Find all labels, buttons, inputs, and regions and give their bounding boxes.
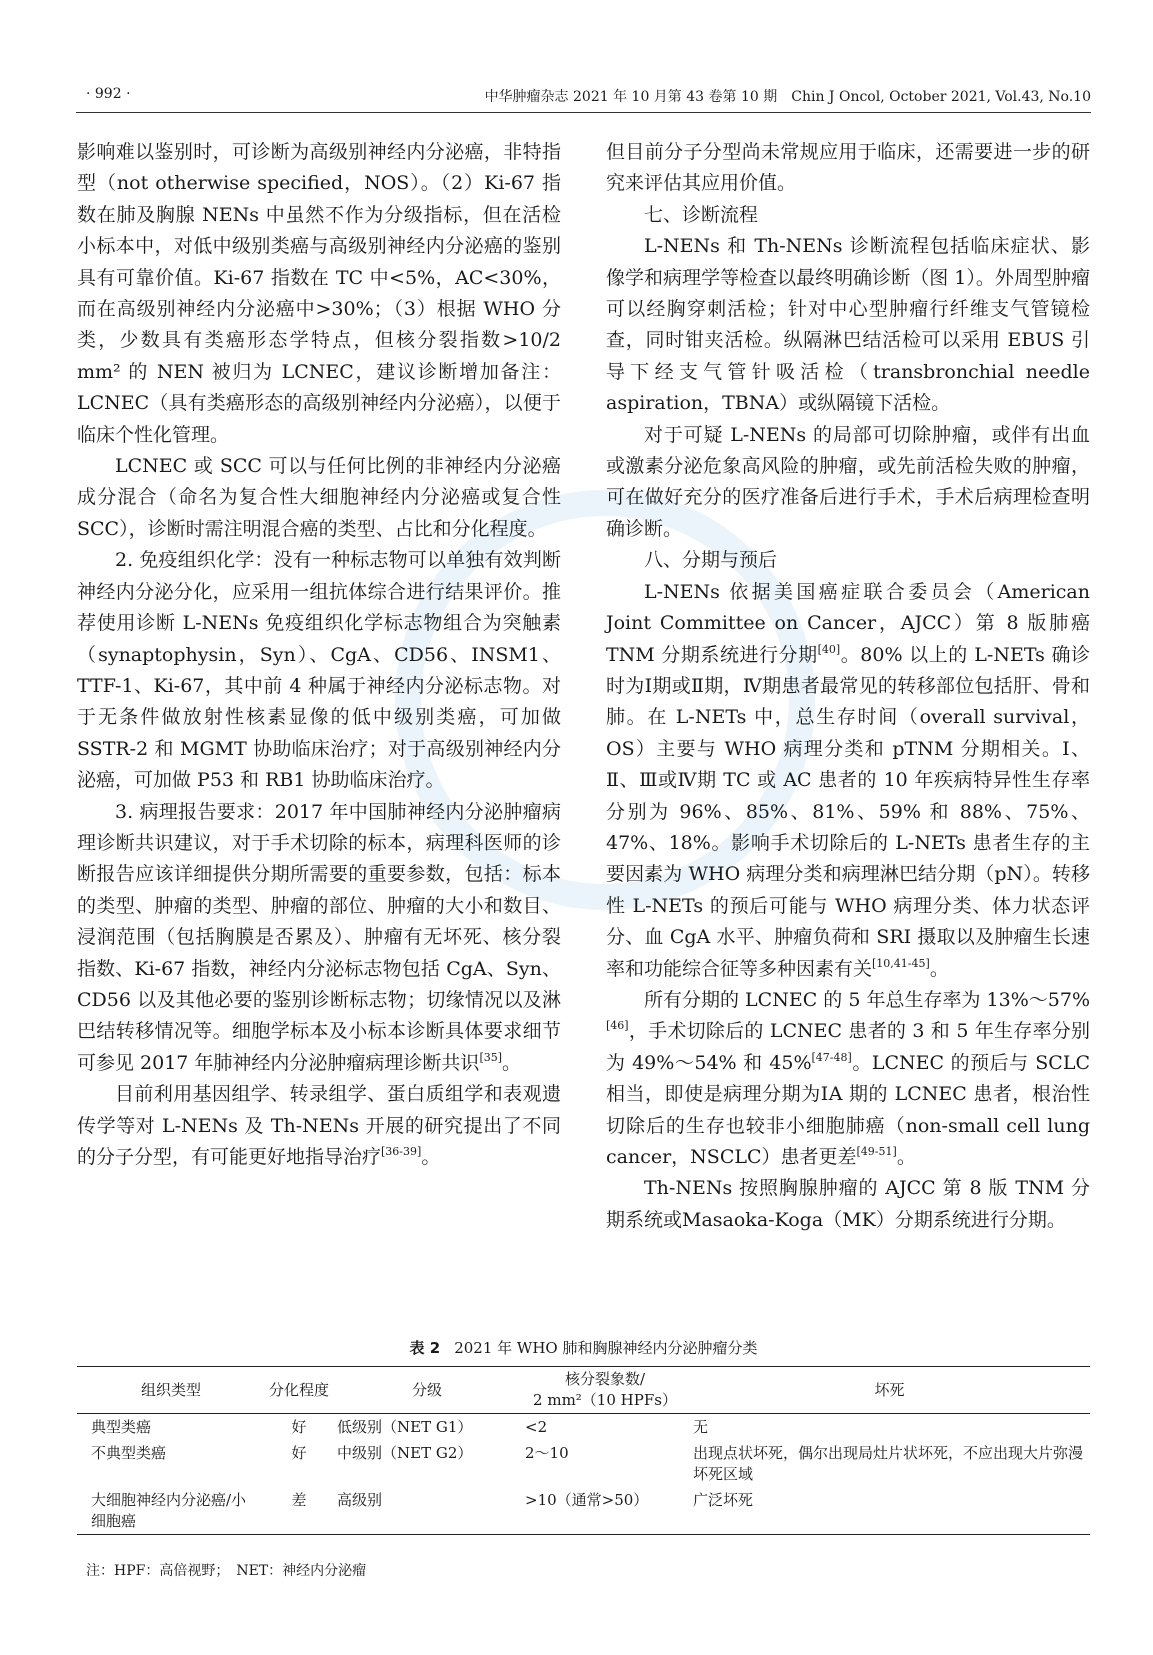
paragraph: 目前利用基因组学、转录组学、蛋白质组学和表观遗传学等对 L-NENs 及 Th-NENs 开展的研究提出了不同的分子分型，有可能更好地指导治疗[36-39]。 xyxy=(77,1083,561,1168)
table-caption xyxy=(77,1337,1090,1358)
journal-running-title: 中华肿瘤杂志 2021 年 10 月第 43 卷第 10 期 Chin J Oncol, October 2021, Vol.43, No.10 xyxy=(484,89,1091,105)
header-type: 组织类型 xyxy=(140,1380,201,1399)
paragraph: 2. 免疫组织化学：没有一种标志物可以单独有效判断神经内分泌分化，应采用一组抗体综合进行结果评价。推荐使用诊断 L-NENs 免疫组织化学标志物组合为突触素（synaptophysin，Syn）、CgA、CD56、INSM1、TTF-1、Ki-67，其中前 4 种属于神经内分泌标志物。对于无条件做放射性核素显像的低中级别类癌，可加做 SSTR-2 和 MGMT 协助临床治疗；对于高级别神经内分泌癌，可加做 P53 和 RB1 协助临床治疗。 xyxy=(77,549,561,792)
page-header xyxy=(76,86,1091,113)
header-diff: 分化程度 xyxy=(269,1380,330,1399)
paragraph: 对于可疑 L-NENs 的局部可切除肿瘤，或伴有出血或激素分泌危象高风险的肿瘤，或先前活检失败的肿瘤，可在做好充分的医疗准备后进行手术，手术后病理检查明确诊断。 xyxy=(606,423,1090,540)
citation: [35] xyxy=(479,1050,503,1064)
table-header-row xyxy=(77,1367,1090,1414)
citation: [36-39] xyxy=(381,1145,422,1158)
cell-grade: 中级别（NET G2） xyxy=(337,1444,473,1462)
paragraph: Th-NENs 按照胸腺肿瘤的 AJCC 第 8 版 TNM 分期系统或Masaoka-Koga（MK）分期系统进行分期。 xyxy=(606,1177,1090,1231)
cell-necrosis: 无 xyxy=(693,1418,709,1436)
citation: [46] xyxy=(606,1019,629,1033)
cell-diff: 差 xyxy=(291,1491,307,1509)
classification-table xyxy=(77,1366,1090,1535)
citation: [47-48] xyxy=(811,1050,852,1064)
paragraph: 3. 病理报告要求：2017 年中国肺神经内分泌肿瘤病理诊断共识建议，对于手术切除的标本，病理科医师的诊断报告应该详细提供分期所需要的重要参数，包括：标本的类型、肿瘤的类型、肿瘤的部位、肿瘤的大小和数目、浸润范围（包括胸膜是否累及）、肿瘤有无坏死、核分裂指数、Ki-67 指数，神经内分泌标志物包括 CgA、Syn、CD56 以及其他必要的鉴别诊断标志物；切缘情况以及淋巴结转移情况等。细胞学标本及小标本诊断具体要求细节可参见 2017 年肺神经内分泌肿瘤病理诊断共识[35]。 xyxy=(77,800,561,1074)
section-heading: 七、诊断流程 xyxy=(644,203,759,226)
table-row xyxy=(77,1487,1090,1535)
header-mitosis: 核分裂象数/ 2 mm²（10 HPFs） xyxy=(533,1370,677,1409)
cell-grade: 高级别 xyxy=(337,1491,383,1509)
left-column xyxy=(77,137,561,1173)
paragraph: LCNEC 或 SCC 可以与任何比例的非神经内分泌癌成分混合（命名为复合性大细胞神经内分泌癌或复合性 SCC），诊断时需注明混合癌的类型、占比和分化程度。 xyxy=(77,455,561,540)
paragraph: L-NENs 依据美国癌症联合委员会（American Joint Committee on Cancer，AJCC）第 8 版肺癌 TNM 分期系统进行分期[40]。80% 以上的 L-NETs 确诊时为Ⅰ期或Ⅱ期，Ⅳ期患者最常见的转移部位包括肝、骨和肺。在 L-NETs 中，总生存时间（overall survival，OS）主要与 WHO 病理分类和 pTNM 分期相关。Ⅰ、Ⅱ、Ⅲ或Ⅳ期 TC 或 AC 患者的 10 年疾病特异性生存率分别为 96%、85%、81%、59% 和 88%、75%、47%、18%。影响手术切除后的 L-NETs 患者生存的主要因素为 WHO 病理分类和病理淋巴结分期（pN）。转移性 L-NETs 的预后可能与 WHO 病理分类、体力状态评分、血 CgA 水平、肿瘤负荷和 SRI 摄取以及肿瘤生长速率和功能综合征等多种因素有关[10,41-45]。 xyxy=(606,580,1090,980)
cell-diff: 好 xyxy=(291,1444,307,1462)
table-label: 表 2 xyxy=(409,1339,441,1357)
citation: [49-51] xyxy=(856,1145,897,1158)
page-number: · 992 · xyxy=(86,86,131,102)
cell-mitosis: >10（通常>50） xyxy=(525,1491,649,1509)
paragraph: L-NENs 和 Th-NENs 诊断流程包括临床症状、影像学和病理学等检查以最终明确诊断（图 1）。外周型肿瘤可以经胸穿刺活检；针对中心型肿瘤行纤维支气管镜检查，同时钳夹活检。纵隔淋巴结活检可以采用 EBUS 引导下经支气管针吸活检（transbronchial needle aspiration，TBNA）或纵隔镜下活检。 xyxy=(606,235,1090,415)
table-row xyxy=(77,1440,1090,1487)
paragraph: 但目前分子分型尚未常规应用于临床，还需要进一步的研究来评估其应用价值。 xyxy=(606,141,1090,195)
cell-diff: 好 xyxy=(291,1418,307,1436)
cell-type: 不典型类癌 xyxy=(91,1444,167,1462)
table-row xyxy=(77,1414,1090,1441)
header-necrosis: 坏死 xyxy=(874,1380,905,1399)
table-note: 注：HPF：高倍视野； NET：神经内分泌瘤 xyxy=(86,1563,367,1579)
citation: [10,41-45] xyxy=(872,956,930,970)
cell-grade: 低级别（NET G1） xyxy=(337,1418,473,1436)
paragraph: 所有分期的 LCNEC 的 5 年总生存率为 13%～57%[46]，手术切除后的 LCNEC 患者的 3 和 5 年生存率分别为 49%～54% 和 45%[47-48]。LCNEC 的预后与 SCLC 相当，即使是病理分期为ⅠA 期的 LCNEC 患者，根治性切除后的生存也较非小细胞肺癌（non-small cell lung cancer，NSCLC）患者更差[49-51]。 xyxy=(606,988,1090,1168)
paragraph: 影响难以鉴别时，可诊断为高级别神经内分泌癌，非特指型（not otherwise specified，NOS）。（2）Ki-67 指数在肺及胸腺 NENs 中虽然不作为分级指标，但在活检小标本中，对低中级别类癌与高级别神经内分泌癌的鉴别具有可靠价值。Ki-67 指数在 TC 中<5%，AC<30%，而在高级别神经内分泌癌中>30%；（3）根据 WHO 分类，少数具有类癌形态学特点，但核分裂指数>10/2 mm² 的 NEN 被归为 LCNEC，建议诊断增加备注：LCNEC（具有类癌形态的高级别神经内分泌癌），以便于临床个性化管理。 xyxy=(77,141,561,446)
cell-mitosis: <2 xyxy=(525,1418,548,1436)
cell-mitosis: 2～10 xyxy=(525,1444,569,1462)
header-grade: 分级 xyxy=(411,1380,442,1399)
citation: [40] xyxy=(817,642,841,656)
table-title: 2021 年 WHO 肺和胸腺神经内分泌肿瘤分类 xyxy=(454,1339,758,1357)
cell-necrosis: 出现点状坏死，偶尔出现局灶片状坏死，不应出现大片弥漫坏死区域 xyxy=(693,1444,1084,1483)
right-column xyxy=(606,137,1090,1236)
section-heading: 八、分期与预后 xyxy=(644,549,778,572)
cell-type: 典型类癌 xyxy=(91,1418,152,1436)
cell-type: 大细胞神经内分泌癌/小细胞癌 xyxy=(91,1491,247,1530)
cell-necrosis: 广泛坏死 xyxy=(693,1491,754,1509)
